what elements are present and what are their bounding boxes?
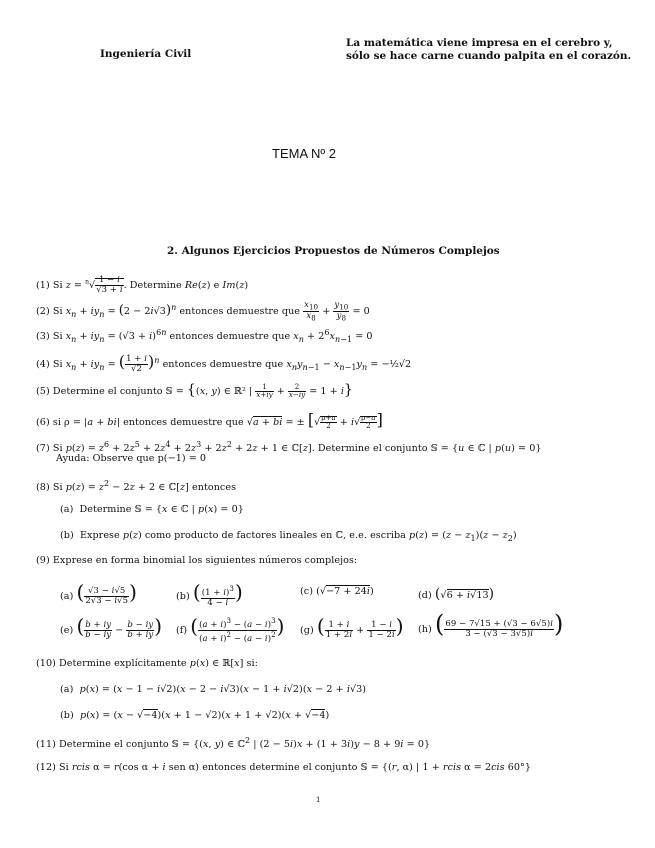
- epigraph-line-2: sólo se hace carne cuando palpita en el corazón.: [346, 50, 632, 62]
- problem-6: (6) si ρ = |a + bi| entonces demuestre que √a + bi = ± [√ $\frac{\rho+a}{2}$ + i√ $\frac{\rho-a}{2}$ ]: [36, 410, 383, 430]
- problem-8a: (a) Determine 𝕊 = {x ∈ ℂ | p(x) = 0}: [60, 504, 244, 515]
- problem-9f: (f) ( $\frac{(a + i)^3 - (a - i)^3}{(a + i)^2 - (a - i)^2}$ ): [176, 614, 285, 644]
- problem-9: (9) Exprese en forma binomial los siguientes números complejos:: [36, 555, 358, 566]
- epigraph-line-1: La matemática viene impresa en el cerebro y,: [346, 37, 613, 49]
- problem-12: (12) Si rcis α = r(cos α + i sen α) entonces determine el conjunto 𝕊 = {(r, α) | 1 + rcis α = 2cis 60°}: [36, 762, 532, 773]
- problem-11: (11) Determine el conjunto 𝕊 = {(x, y) ∈ ℂ$^2$ | (2 − 5i)x + (1 + 3i)y − 8 + 9i = 0}: [36, 736, 431, 751]
- problem-5: (5) Determine el conjunto 𝕊 = {(x, y) ∈ ℝ² | $\frac{1}{x+iy}$ + $\frac{2}{x-iy}$ = 1 + i}: [36, 382, 353, 399]
- problem-8b: (b) Exprese p(z) como producto de factores lineales en ℂ, e.e. escriba $p(z) = (z - z_1)(z - z_2)$: [60, 530, 517, 543]
- page-title: TEMA Nº 2: [272, 146, 336, 161]
- problem-number: (9): [36, 555, 50, 566]
- problem-4: (4) Si $x_n + iy_n$ = ( $\frac{1 + i}{√2}$ )$^n$ entonces demuestre que $x_ny_{n-1} - x_{n-1}y_n$ = −½√2: [36, 352, 412, 374]
- page-number: 1: [316, 796, 321, 804]
- problem-10a: (a) p(x) = (x − 1 − i√2)(x − 2 − i√3)(x − 1 + i√2)(x − 2 + i√3): [60, 684, 367, 695]
- problem-number: (3): [36, 331, 50, 343]
- problem-number: (7): [36, 443, 50, 455]
- problem-10: (10) Determine explícitamente p(x) ∈ ℝ[x] si:: [36, 658, 258, 669]
- problem-number: (8): [36, 482, 50, 494]
- problem-9h: (h) ( $\frac{69 - 7√15 + (√3 - 6√5)i}{3 - (√3 - 3√5)i}$ ): [418, 610, 564, 639]
- problem-number: (1): [36, 279, 50, 291]
- course-name: Ingeniería Civil: [100, 48, 192, 60]
- problem-2: (2) Si $x_n + iy_n = (2 - 2i√3)^n$ entonces demuestre que $\frac{x_{10}}{x_8}$ + $\frac{y_{10}}{y_8}$ = 0: [36, 300, 370, 323]
- problem-7-hint: Ayuda: Observe que p(−1) = 0: [56, 453, 207, 464]
- problem-number: (11): [36, 739, 56, 751]
- problem-number: (10): [36, 658, 56, 669]
- problem-1: (1) Si z = $^n$√ $\frac{1 - i}{√3 + i}$ . Determine Re(z) e Im(z): [36, 275, 249, 295]
- section-title: 2. Algunos Ejercicios Propuestos de Números Complejos: [167, 245, 500, 257]
- problem-number: (6): [36, 417, 50, 428]
- problem-9d: (d) (√6 + i√13): [418, 586, 495, 602]
- problem-number: (12): [36, 762, 56, 773]
- problem-10b: (b) p(x) = (x − √−4)(x + 1 − √2)(x + 1 + √2)(x + √−4): [60, 710, 330, 721]
- problem-9c: (c) (√−7 + 24i): [300, 586, 374, 597]
- problem-9g: (g) ( $\frac{1 + i}{1 + 2i}$ + $\frac{1 - i}{1 - 2i}$ ): [300, 614, 404, 640]
- problem-number: (2): [36, 306, 50, 318]
- problem-9a: (a) ( $\frac{√3 - i√5}{2√3 - i√5}$ ): [60, 580, 137, 606]
- problem-9b: (b) ( $\frac{(1 + i)^3}{4 - i}$ ): [176, 580, 243, 608]
- problem-9e: (e) ( $\frac{b + iy}{b - iy}$ − $\frac{b - iy}{b + iy}$ ): [60, 614, 163, 640]
- problem-3: (3) Si $x_n + iy_n = (√3 + i)^{6n}$ entonces demuestre que $x_n + 2^6x_{n-1} = 0$: [36, 328, 373, 345]
- problem-number: (5): [36, 386, 50, 397]
- problem-7: (7) Si $p(z) = z^6 + 2z^5 + 2z^4 + 2z^3 + 2z^2 + 2z + 1$ ∈ ℂ[z]. Determine el conjunto 𝕊 = {u ∈ ℂ | p(u) = 0}: [36, 440, 542, 455]
- problem-8: (8) Si $p(z) = z^2 - 2z + 2$ ∈ ℂ[z] entonces: [36, 479, 237, 494]
- problem-number: (4): [36, 359, 50, 370]
